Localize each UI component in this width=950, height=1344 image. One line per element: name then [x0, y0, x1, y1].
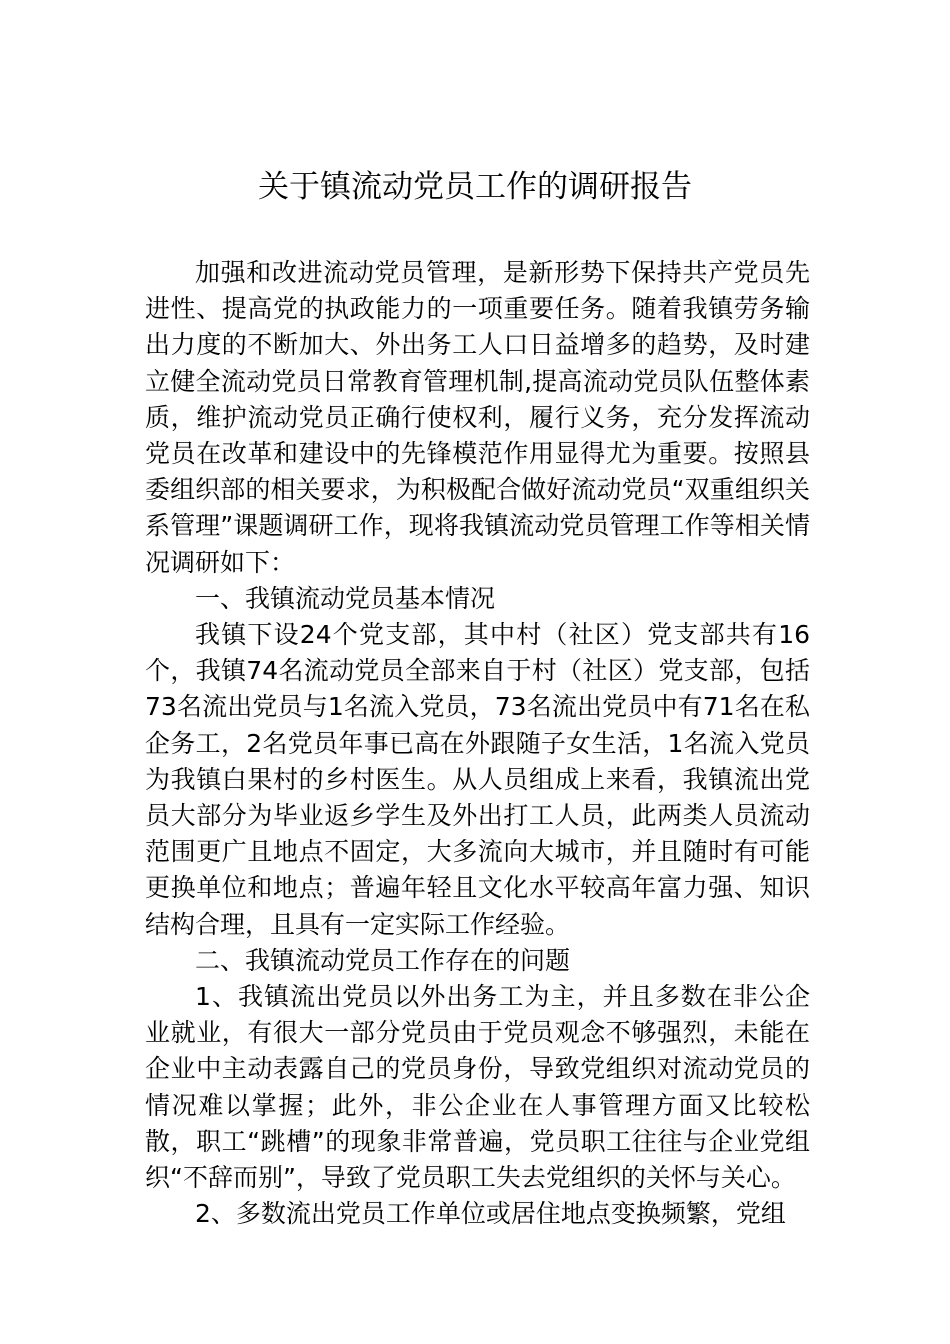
- section-1-paragraph: 我镇下设24个党支部，其中村（社区）党支部共有16个，我镇74名流动党员全部来自于村（社区）党支部，包括73名流出党员与1名流入党员，73名流出党员中有71名在私企务工，2名党员年事已高在外跟随子女生活，1名流入党员为我镇白果村的乡村医生。从人员组成上来看，我镇流出党员大部分为毕业返乡学生及外出打工人员，此两类人员流动范围更广且地点不固定，大多流向大城市，并且随时有可能更换单位和地点；普遍年轻且文化水平较高年富力强、知识结构合理，且具有一定实际工作经验。: [145, 620, 810, 939]
- issue-1-paragraph: 1、我镇流出党员以外出务工为主，并且多数在非公企业就业，有很大一部分党员由于党员观念不够强烈，未能在企业中主动表露自己的党员身份，导致党组织对流动党员的情况难以掌握；此外，非公企业在人事管理方面又比较松散，职工“跳槽”的现象非常普遍，党员职工往往与企业党组织“不辞而别”，导致了党员职工失去党组织的关怀与关心。: [145, 982, 810, 1193]
- section-heading-1: 一、我镇流动党员基本情况: [195, 583, 496, 613]
- issue-2-paragraph: 2、多数流出党员工作单位或居住地点变换频繁，党组: [195, 1199, 786, 1229]
- document-title: 关于镇流动党员工作的调研报告: [258, 169, 692, 205]
- intro-paragraph: 加强和改进流动党员管理，是新形势下保持共产党员先进性、提高党的执政能力的一项重要任务。随着我镇劳务输出力度的不断加大、外出务工人口日益增多的趋势，及时建立健全流动党员日常教育管理机制,提高流动党员队伍整体素质，维护流动党员正确行使权利，履行义务，充分发挥流动党员在改革和建设中的先锋模范作用显得尤为重要。按照县委组织部的相关要求，为积极配合做好流动党员“双重组织关系管理”课题调研工作，现将我镇流动党员管理工作等相关情况调研如下：: [145, 258, 810, 577]
- section-heading-2: 二、我镇流动党员工作存在的问题: [195, 945, 571, 975]
- document-body: [145, 255, 810, 1232]
